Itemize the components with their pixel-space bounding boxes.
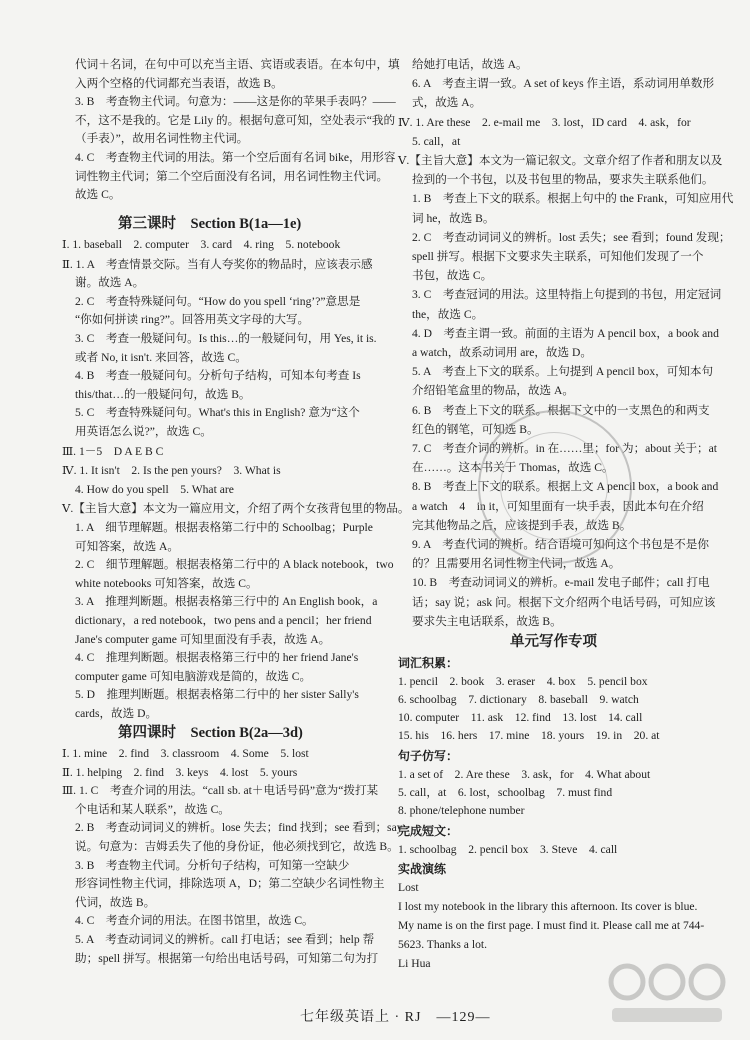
answer-line: 介绍铅笔盒里的物品，故选 A。 [412,384,574,398]
answer-line: 8. B 考查上下文的联系。根据上文 A pencil box，a book and [412,480,719,494]
answer-line: 给她打电话，故选 A。 [412,58,528,71]
answer-line: 在……。这本书关于 Thomas，故选 C。 [412,461,614,475]
answer-line: Ⅱ. 1. A 考查情景交际。当有人夸奖你的物品时，应该表示感 [62,257,373,271]
answer-line: 6. B 考查上下文的联系。根据下文中的一支黑色的和两支 [412,403,710,417]
answer-line: 6. A 考查主谓一致。A set of keys 作主语，系动词用单数形 [412,77,715,91]
answer-line: dictionary，a red notebook，two pens and a pencil；her friend [75,614,372,627]
answer-line: 故选 C。 [75,188,121,202]
answer-line: “你如何拼读 ring?”。回答用英文字母的大写。 [75,313,310,327]
imitate-line: 5. call，at 6. lost，schoolbag 7. must find [398,786,613,799]
answer-line: 2. C 考查特殊疑问句。“How do you spell ‘ring’?”意思是 [75,294,361,308]
watermark-logo-icon [602,952,732,1032]
answer-line: 9. A 考查代词的辨析。结合语境可知问这个书包是不是你 [412,538,709,551]
vocab-line: 15. his 16. hers 17. mine 18. yours 19. in 20. at [398,729,660,742]
answer-line: 3. B 考查物主代词。分析句子结构，可知第一空缺少 [75,858,350,872]
answer-line: 5. call，at [412,134,461,148]
lesson3-heading: 第三课时 Section B(1a—1e) [118,216,302,232]
complete-line: 1. schoolbag 2. pencil box 3. Steve 4. call [398,843,618,856]
practice-line: 5623. Thanks a lot. [398,938,487,951]
answer-line: 捡到的一个书包，以及书包里的物品，要求失主联系他们。 [412,173,714,187]
answer-line: 2. C 考查动词词义的辨析。lost 丢失；see 看到；found 发现； [412,230,731,244]
answer-line: cards，故选 D。 [75,707,158,720]
answer-line: 红色的钢笔，可知选 B。 [412,422,539,436]
answer-line: 不，这不是我的。它是 Lily 的。根据句意可知，空处表示“我的 [75,113,396,127]
answer-line: 2. C 细节理解题。根据表格第二行中的 A black notebook，two [75,558,394,572]
answer-line: 助；spell 拼写。根据第一句给出电话号码，可知第二句为打 [75,951,379,965]
answer-line: Ⅱ. 1. helping 2. find 3. keys 4. lost 5. yours [62,765,298,779]
answer-line: 3. A 推理判断题。根据表格第三行中的 An English book，a [75,595,378,609]
answer-line: 1. B 考查上下文的联系。根据上句中的 the Frank，可知应用代 [412,192,734,206]
answer-line: Ⅳ. 1. Are these 2. e-mail me 3. lost，ID card 4. ask，for [398,115,691,129]
answer-line: 5. C 考查特殊疑问句。What's this in English? 意为“这个 [75,406,360,420]
answer-line: 5. A 考查上下文的联系。上句提到 A pencil box，可知本句 [412,365,714,379]
answer-line: 用英语怎么说?”，故选 C。 [75,425,212,438]
answer-line: 代词＋名词，在句中可以充当主语、宾语或表语。在本句中，填 [75,58,400,71]
imitate-line: 8. phone/telephone number [398,804,525,817]
answer-line: 4. D 考查主谓一致。前面的主语为 A pencil box，a book and [412,326,719,340]
vocab-line: 10. computer 11. ask 12. find 13. lost 14. call [398,711,643,724]
answer-line: computer game 可知电脑游戏是简的，故选 C。 [75,669,312,683]
answer-line: 的？且需要用名词性物主代词，故选 A。 [412,557,621,571]
answer-line: Ⅰ. 1. mine 2. find 3. classroom 4. Some 5. lost [62,747,309,760]
answer-line: 2. B 考查动词词义的辨析。lose 失去；find 找到；see 看到；say [75,821,403,835]
answer-line: 可知答案，故选 A。 [75,539,180,553]
vocab-label: 词汇积累： [398,656,459,670]
page-footer: 七年级英语上 · RJ —129— [300,1010,491,1025]
answer-line: 完其他物品之后，应该提到手表，故选 B。 [412,518,632,532]
answer-line: 代词，故选 B。 [75,895,156,909]
answer-line: a watch，故系动词用 are，故选 D。 [412,346,592,359]
answer-line: 3. B 考查物主代词。句意为：——这是你的苹果手表吗？—— [75,95,396,109]
lesson4-heading: 第四课时 Section B(2a—3d) [118,725,303,741]
answer-line: 4. C 考查物主代词的用法。第一个空后面有名词 bike，用形容 [75,151,396,164]
answer-line: the，故选 C。 [412,307,484,321]
answer-line: 式，故选 A。 [412,96,482,110]
answer-line: Jane's computer game 可知里面没有手表，故选 A。 [75,632,331,646]
unit-writing-heading: 单元写作专项 [510,634,597,650]
answer-line: 10. B 考查动词词义的辨析。e-mail 发电子邮件；call 打电 [412,576,710,590]
answer-line: 形容词性物主代词，排除选项 A，D；第二空缺少名词性物主 [75,877,385,891]
practice-title: Lost [398,881,419,894]
answer-line: this/that…的一般疑问句，故选 B。 [75,387,251,401]
imitate-line: 1. a set of 2. Are these 3. ask，for 4. What about [398,768,651,781]
answer-line: 话；say 说；ask 问。根据下文介绍两个电话号码，可知应该 [412,595,716,609]
practice-label: 实战演练 [398,862,447,876]
vocab-line: 1. pencil 2. book 3. eraser 4. box 5. pencil box [398,675,648,688]
practice-signature: Li Hua [398,957,431,970]
answer-line: 7. C 考查介词的辨析。in 在……里；for 为；about 关于；at [412,442,717,455]
answer-line: Ⅲ. 1－5 D A E B C [62,444,164,458]
answer-line: 或者 No, it isn't. 来回答，故选 C。 [75,350,247,364]
practice-line: I lost my notebook in the library this afternoon. Its cover is blue. [398,900,698,913]
answer-line: 5. D 推理判断题。根据表格第二行中的 her sister Sally's [75,688,359,702]
answer-line: 3. C 考查一般疑问句。Is this…的一般疑问句，用 Yes, it is. [75,332,377,345]
answer-line: 4. C 推理判断题。根据表格第三行中的 her friend Jane's [75,651,359,665]
answer-line: （手表）”，故用名词性物主代词。 [75,132,249,146]
answer-line: a watch 4 in it，可知里面有一块手表，因此本句在介绍 [412,499,704,513]
complete-label: 完成短文： [398,824,459,838]
answer-line: 4. C 考查介词的用法。在图书馆里，故选 C。 [75,914,314,928]
watermark-stamp-inner [500,432,608,540]
answer-line: white notebooks 可知答案，故选 C。 [75,576,258,590]
answer-line: 4. How do you spell 5. What are [75,482,234,496]
answer-line: spell 拼写。根据下文要求失主联系，可知他们发现了一个 [412,250,704,263]
imitate-label: 句子仿写： [398,749,459,763]
practice-line: My name is on the first page. I must find it. Please call me at 744- [398,919,705,932]
answer-line: 4. B 考查一般疑问句。分析句子结构，可知本句考查 Is [75,369,361,383]
answer-line: 1. A 细节理解题。根据表格第二行中的 Schoolbag；Purple [75,521,373,534]
answer-line: Ⅴ.【主旨大意】本文为一篇记叙文。文章介绍了作者和朋友以及 [398,154,723,167]
answer-line: 谢。故选 A。 [75,276,145,290]
answer-line: 5. A 考查动词词义的辨析。call 打电话；see 看到；help 帮 [75,933,375,946]
answer-line: 3. C 考查冠词的用法。这里特指上句提到的书包，用定冠词 [412,288,722,302]
answer-line: Ⅰ. 1. baseball 2. computer 3. card 4. ring 5. notebook [62,238,341,251]
answer-line: 要求失主电话联系，故选 B。 [412,614,562,628]
vocab-line: 6. schoolbag 7. dictionary 8. baseball 9. watch [398,693,639,706]
answer-line: 词性物主代词；第二个空后面没有名词，用名词性物主代词。 [75,169,389,183]
answer-line: 书包，故选 C。 [412,269,493,283]
answer-line: Ⅳ. 1. It isn't 2. Is the pen yours? 3. What is [62,464,281,478]
answer-line: Ⅲ. 1. C 考查介词的用法。“call sb. at＋电话号码”意为“拨打某 [62,784,379,798]
answer-line: 词 he，故选 B。 [412,211,495,225]
answer-line: 入两个空格的代词都充当表语，故选 B。 [75,76,283,90]
answer-line: 个电话和某人联系”，故选 C。 [75,802,230,816]
answer-line: 说。句意为：吉姆丢失了他的身份证，他必须找到它，故选 B。 [75,840,399,853]
answer-line: Ⅴ.【主旨大意】本文为一篇应用文，介绍了两个女孩背包里的物品。 [62,502,410,516]
